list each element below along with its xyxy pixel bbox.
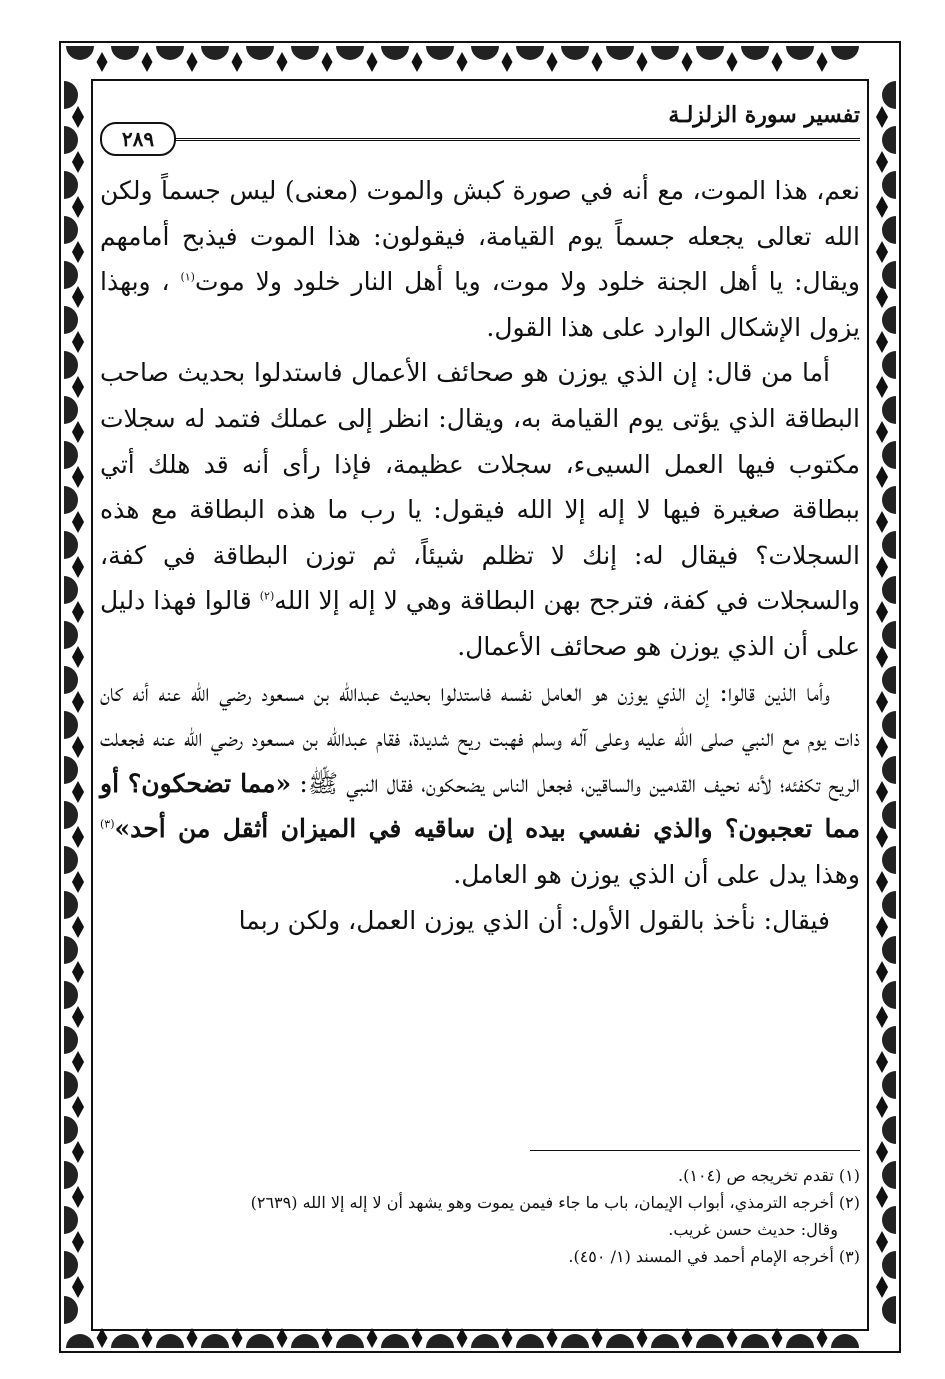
hadith-quote: «مما تضحكون؟ أو مما تعجبون؟ والذي نفسي بيده إن ساقيه في الميزان أثقل من أحد» — [100, 768, 860, 844]
paragraph-3: وأما الذين قالوا: إن الذي يوزن هو العامل نفسه فاستدلوا بحديث عبدالله بن مسعود رضي الله عنه أنه كان ذات يوم مع النبي صلى الله عليه وعلى آله وسلم فهبت ريح شديدة، فقام عبدالله بن مسعود رضي الله عنه فجعلت الريح تكفئه؛ لأنه نحيف القدمين والساقين، فجعل الناس يضحكون، فقال النبي ﷺ: «مما تضحكون؟ أو مما تعجبون؟ والذي نفسي بيده إن ساقيه في الميزان أثقل من أحد»$^{(٣)}$ وهذا يدل على أن الذي يوزن هو العامل. — [100, 677, 860, 889]
footnote-1: (١) تقدم تخريجه ص (١٠٤). — [678, 1166, 860, 1185]
header-rule — [170, 138, 860, 141]
paragraph-4: فيقال: نأخذ بالقول الأول: أن الذي يوزن العمل، ولكن ربما — [238, 905, 830, 935]
paragraph-1: نعم، هذا الموت، مع أنه في صورة كبش والموت (معنى) ليس جسماً ولكن الله تعالى يجعله جسماً يوم القيامة، فيقولون: هذا الموت فيذبح أمامهم ويقال: يا أهل الجنة خلود ولا موت، ويا أهل النار خلود ولا موت$^{(١)}$ ، وبهذا يزول الإشكال الوارد على هذا القول. — [100, 176, 860, 342]
footnote-ref-3: (٣) — [100, 817, 115, 831]
paragraph-2: أما من قال: إن الذي يوزن هو صحائف الأعمال فاستدلوا بحديث صاحب البطاقة الذي يؤتى يوم القيامة به، ويقال: انظر إلى عملك فتمد له سجلات مكتوب فيها العمل السيىء، سجلات عظيمة، فإذا رأى أنه قد هلك أتي ببطاقة صغيرة فيها لا إله إلا الله فيقول: يا رب ما هذه البطاقة مع هذه السجلات؟ فيقال له: إنك لا تظلم شيئاً، ثم توزن البطاقة في كفة، والسجلات في كفة، فترجح بهن البطاقة وهي لا إله إلا الله$^{(٢)}$ قالوا فهذا دليل على أن الذي يوزن هو صحائف الأعمال. — [100, 358, 861, 661]
body-text — [100, 168, 860, 943]
page-number: ٢٨٩ — [100, 122, 176, 156]
footnote-2-continued: وقال: حديث حسن غريب. — [668, 1220, 838, 1239]
footnote-divider — [530, 1150, 860, 1151]
footnotes — [100, 1162, 860, 1270]
footnote-2: (٢) أخرجه الترمذي، أبواب الإيمان، باب ما جاء فيمن يموت وهو يشهد أن لا إله إلا الله (٢٦٣٩) — [250, 1193, 860, 1212]
running-title: تفسير سورة الزلزلـة — [668, 102, 860, 128]
footnote-ref-1: (١) — [180, 270, 195, 284]
footnote-ref-2: (٢) — [259, 590, 275, 604]
page-content — [100, 100, 860, 1330]
footnote-3: (٣) أخرجه الإمام أحمد في المسند (١/ ٤٥٠). — [568, 1247, 860, 1266]
